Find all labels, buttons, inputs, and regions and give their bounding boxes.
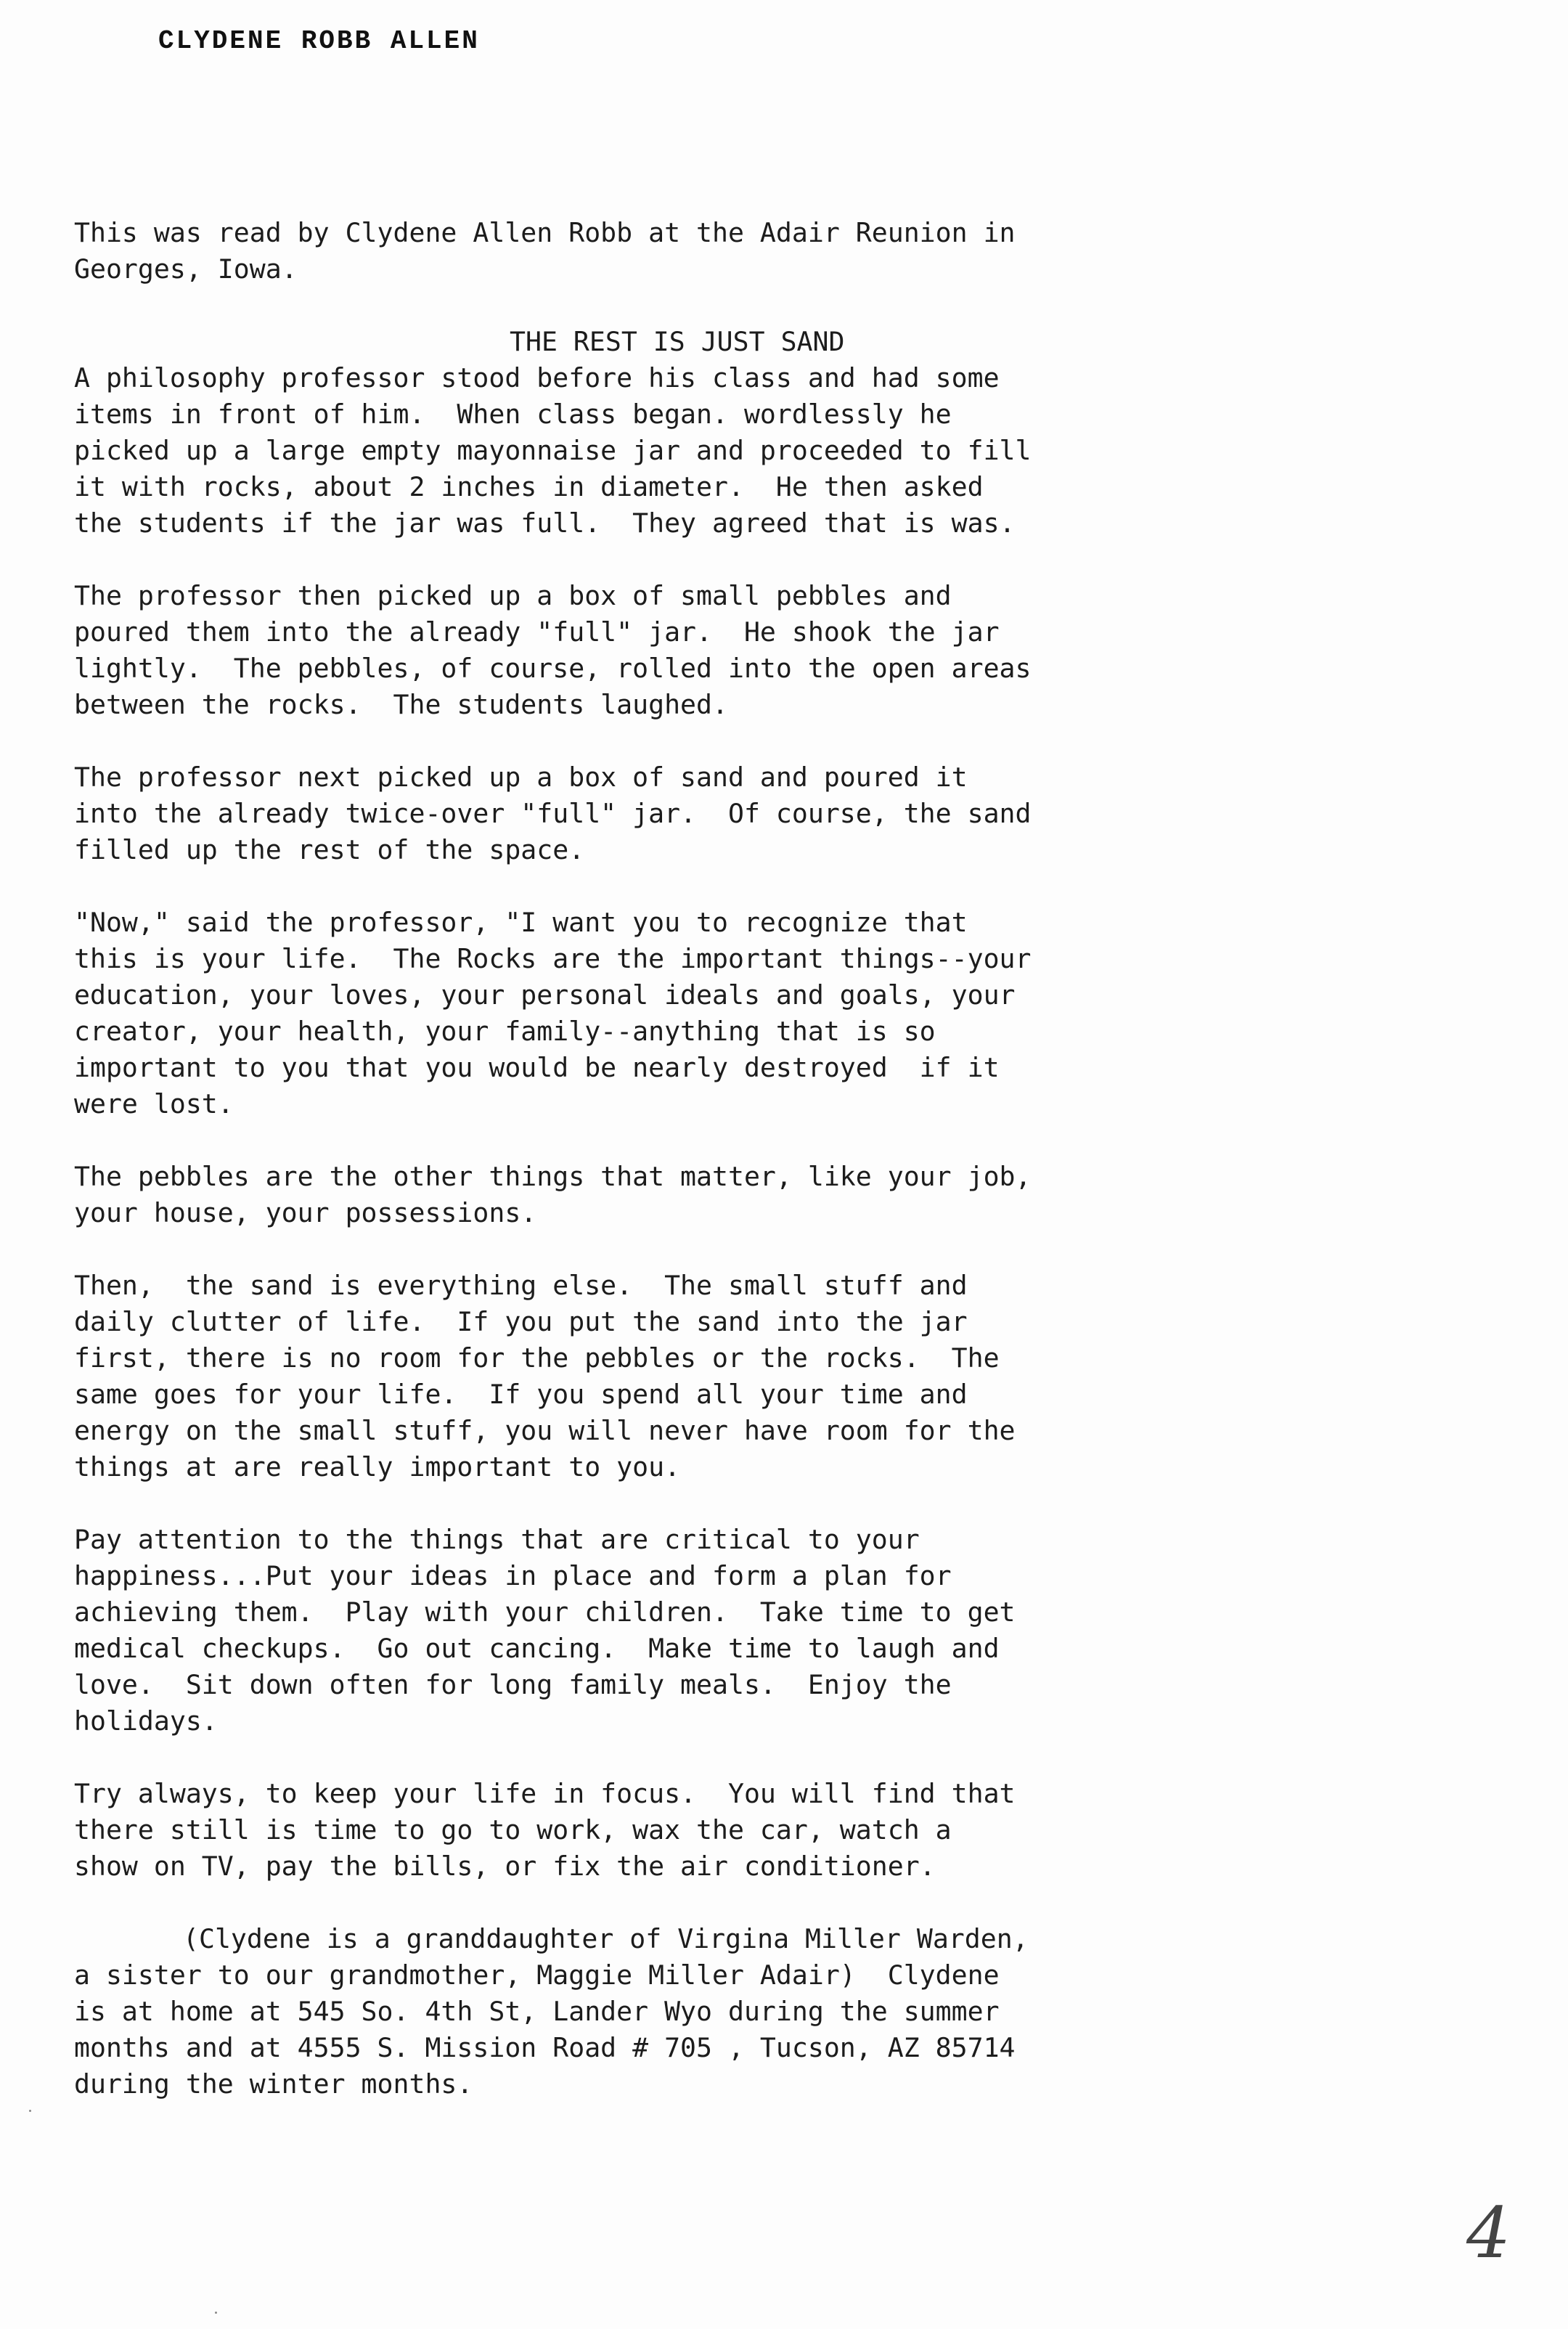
text-line: is at home at 545 So. 4th St, Lander Wyo during the summer xyxy=(74,1996,1000,2027)
paragraph-gap xyxy=(74,1231,1453,1268)
text-line: energy on the small stuff, you will never have room for the xyxy=(74,1415,1016,1446)
text-line: important to you that you would be nearly destroyed if it xyxy=(74,1052,1000,1083)
paragraph-gap xyxy=(74,1122,1453,1159)
text-line: first, there is no room for the pebbles or the rocks. The xyxy=(74,1342,1000,1374)
text-line: The professor next picked up a box of sand and poured it xyxy=(74,762,968,793)
text-line: daily clutter of life. If you put the sand into the jar xyxy=(74,1306,968,1337)
text-line: there still is time to go to work, wax the car, watch a xyxy=(74,1814,952,1845)
text-line: poured them into the already "full" jar. He shook the jar xyxy=(74,616,1000,648)
scan-speck xyxy=(29,2110,31,2112)
text-line: Pay attention to the things that are critical to your xyxy=(74,1524,920,1555)
text-line: it with rocks, about 2 inches in diameter. He then asked xyxy=(74,471,984,502)
paragraph-gap xyxy=(74,542,1453,578)
document-body xyxy=(74,215,1453,2102)
text-line: lightly. The pebbles, of course, rolled into the open areas xyxy=(74,653,1032,684)
text-line: Then, the sand is everything else. The small stuff and xyxy=(74,1270,968,1301)
text-line: A philosophy professor stood before his class and had some xyxy=(74,362,1000,393)
text-line: picked up a large empty mayonnaise jar and proceeded to fill xyxy=(74,435,1032,466)
intro-line: This was read by Clydene Allen Robb at the Adair Reunion in xyxy=(74,217,1016,248)
text-line: items in front of him. When class began. wordlessly he xyxy=(74,399,952,430)
page-number: 4 xyxy=(1466,2193,1511,2274)
text-line: the students if the jar was full. They agreed that is was. xyxy=(74,507,1016,539)
text-line: The professor then picked up a box of small pebbles and xyxy=(74,580,952,611)
text-line: medical checkups. Go out cancing. Make time to laugh and xyxy=(74,1633,1000,1664)
paragraph-gap xyxy=(74,1885,1453,1921)
intro-line: Georges, Iowa. xyxy=(74,253,298,285)
text-line: this is your life. The Rocks are the important things--your xyxy=(74,943,1032,974)
text-line: filled up the rest of the space. xyxy=(74,834,585,865)
paragraph-gap xyxy=(74,868,1453,905)
paragraph-gap xyxy=(74,287,1453,324)
text-line: (Clydene is a granddaughter of Virgina Miller Warden, xyxy=(183,1923,1029,1954)
text-line: months and at 4555 S. Mission Road # 705 , Tucson, AZ 85714 xyxy=(74,2032,1016,2063)
text-line: education, your loves, your personal ideals and goals, your xyxy=(74,979,1016,1011)
text-line: Try always, to keep your life in focus. You will find that xyxy=(74,1778,1016,1809)
text-line: into the already twice-over "full" jar. Of course, the sand xyxy=(74,798,1032,829)
text-line: The pebbles are the other things that matter, like your job, xyxy=(74,1161,1032,1192)
text-line: a sister to our grandmother, Maggie Miller Adair) Clydene xyxy=(74,1959,1000,1991)
text-line: same goes for your life. If you spend all your time and xyxy=(74,1379,968,1410)
text-line: during the winter months. xyxy=(74,2068,473,2100)
author-header: CLYDENE ROBB ALLEN xyxy=(158,26,480,56)
text-line: holidays. xyxy=(74,1705,218,1737)
text-line: things at are really important to you. xyxy=(74,1451,681,1482)
text-line: your house, your possessions. xyxy=(74,1197,537,1228)
text-line: love. Sit down often for long family meals. Enjoy the xyxy=(74,1669,952,1700)
text-line: between the rocks. The students laughed. xyxy=(74,689,728,720)
text-line: "Now," said the professor, "I want you to recognize that xyxy=(74,907,968,938)
paragraph-gap xyxy=(74,723,1453,759)
scan-speck xyxy=(215,2312,217,2314)
text-line: creator, your health, your family--anything that is so xyxy=(74,1016,936,1047)
text-line: show on TV, pay the bills, or fix the air conditioner. xyxy=(74,1851,936,1882)
text-line: were lost. xyxy=(74,1088,234,1119)
text-line: achieving them. Play with your children. Take time to get xyxy=(74,1596,1016,1628)
story-title: THE REST IS JUST SAND xyxy=(510,326,845,357)
text-line: happiness...Put your ideas in place and form a plan for xyxy=(74,1560,952,1591)
paragraph-gap xyxy=(74,1739,1453,1776)
paragraph-gap xyxy=(74,1485,1453,1522)
